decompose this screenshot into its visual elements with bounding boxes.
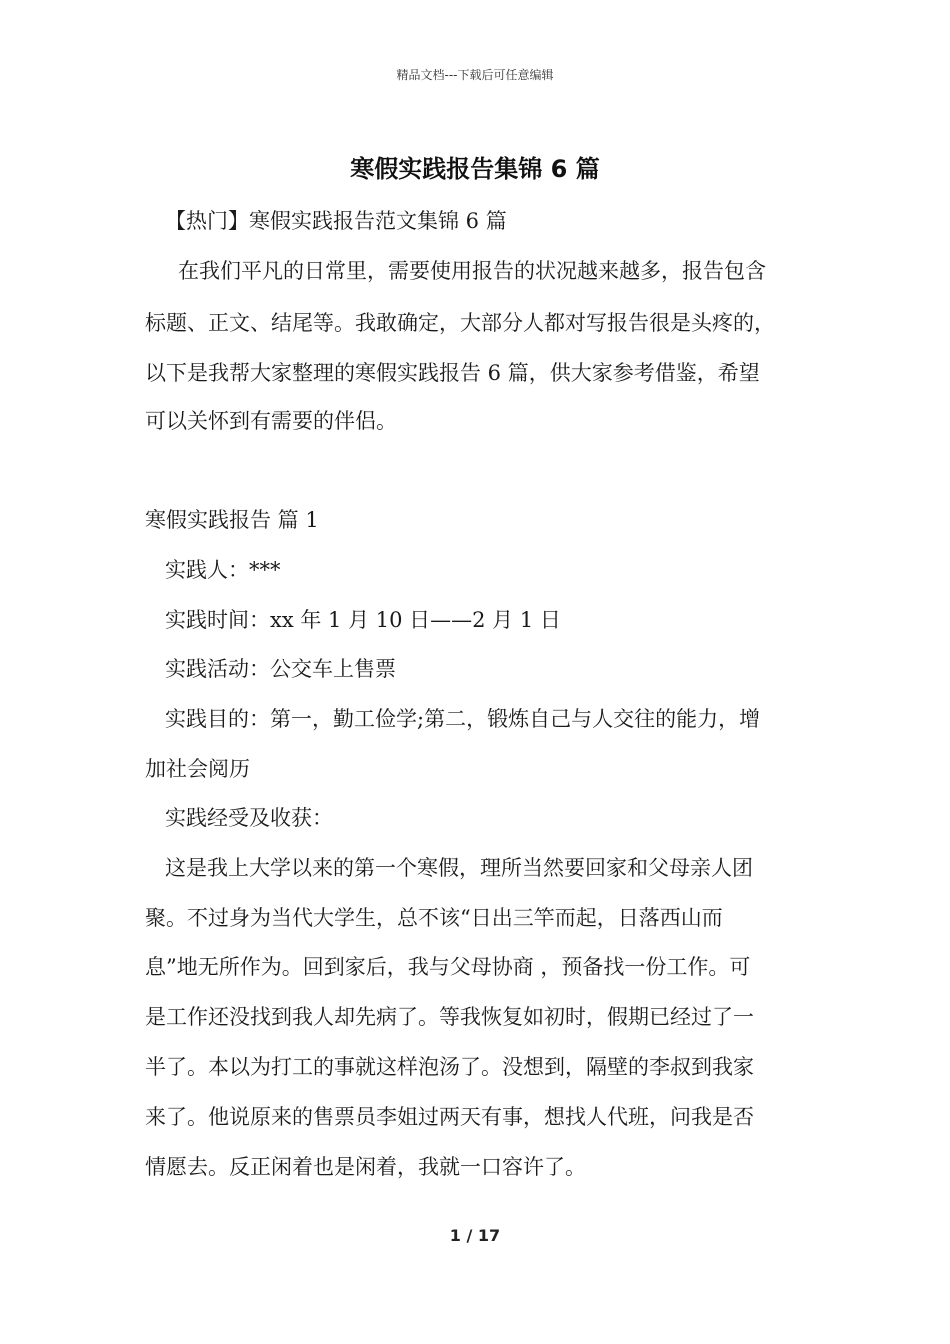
document-subtitle: 【热门】寒假实践报告范文集锦 6 篇 [165, 209, 507, 233]
intro-line: 标题、正文、结尾等。我敢确定，大部分人都对写报告很是头疼的， [145, 311, 775, 335]
intro-line: 在我们平凡的日常里，需要使用报告的状况越来越多，报告包含 [178, 259, 766, 283]
detail-line: 实践经受及收获： [165, 806, 333, 830]
detail-line: 加社会阅历 [145, 757, 250, 781]
detail-line: 实践活动：公交车上售票 [165, 657, 396, 681]
detail-line: 实践人：*** [165, 558, 281, 582]
detail-line: 实践目的：第一，勤工俭学;第二，锻炼自己与人交往的能力，增 [165, 707, 761, 731]
header-note: 精品文档---下载后可任意编辑 [396, 68, 554, 82]
detail-line: 实践时间：xx 年 1 月 10 日——2 月 1 日 [165, 608, 561, 632]
body-line: 情愿去。反正闲着也是闲着，我就一口容许了。 [145, 1155, 586, 1179]
intro-line: 可以关怀到有需要的伴侣。 [145, 409, 397, 433]
body-line: 半了。本以为打工的事就这样泡汤了。没想到，隔壁的李叔到我家 [145, 1055, 754, 1079]
body-line: 息”地无所作为。回到家后，我与父母协商 ，预备找一份工作。可 [145, 955, 751, 979]
document-title: 寒假实践报告集锦 6 篇 [350, 155, 600, 183]
section-heading: 寒假实践报告 篇 1 [145, 508, 319, 532]
body-line: 是工作还没找到我人却先病了。等我恢复如初时，假期已经过了一 [145, 1005, 754, 1029]
intro-line: 以下是我帮大家整理的寒假实践报告 6 篇，供大家参考借鉴，希望 [145, 361, 760, 385]
body-line: 这是我上大学以来的第一个寒假，理所当然要回家和父母亲人团 [165, 856, 753, 880]
body-line: 来了。他说原来的售票员李姐过两天有事，想找人代班，问我是否 [145, 1105, 754, 1129]
body-line: 聚。不过身为当代大学生，总不该“日出三竿而起，日落西山而 [145, 906, 723, 930]
page-number: 1 / 17 [449, 1226, 501, 1245]
